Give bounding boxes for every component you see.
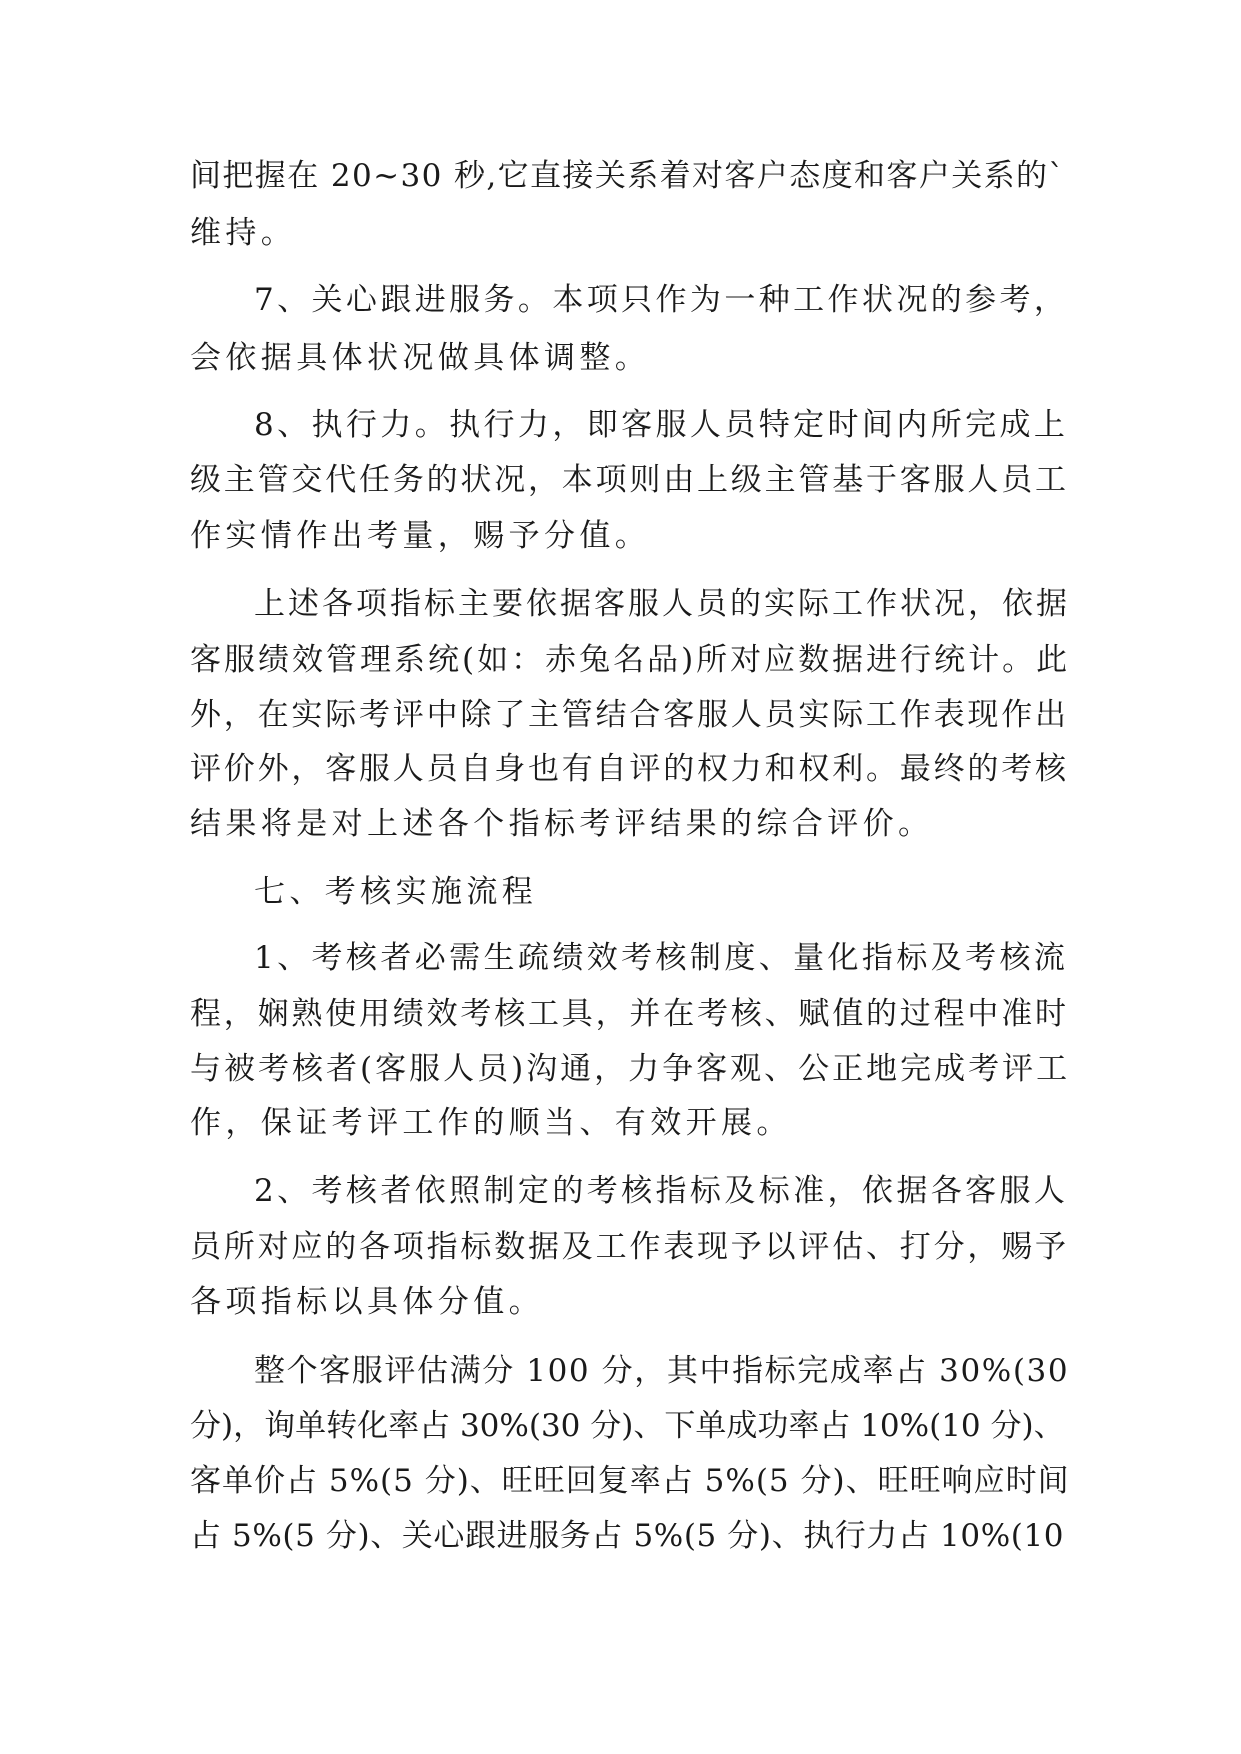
text-line: 占 5%(5 分)、关心跟进服务占 5%(5 分)、执行力占 10%(10: [190, 1518, 1065, 1554]
text-line: 客单价占 5%(5 分)、旺旺回复率占 5%(5 分)、旺旺响应时间: [190, 1463, 1070, 1499]
text-line: 整个客服评估满分 100 分，其中指标完成率占 30%(30: [254, 1353, 1070, 1389]
text-line: 作，保证考评工作的顺当、有效开展。: [190, 1105, 792, 1141]
text-line: 分)，询单转化率占 30%(30 分)、下单成功率占 10%(10 分)、: [190, 1408, 1065, 1444]
text-line: 7、关心跟进服务。本项只作为一种工作状况的参考，: [254, 282, 1069, 318]
text-line: 1、考核者必需生疏绩效考核制度、量化指标及考核流: [254, 940, 1069, 976]
text-line: 客服绩效管理系统(如：赤兔名品)所对应数据进行统计。此: [190, 642, 1071, 678]
text-line: 结果将是对上述各个指标考评结果的综合评价。: [190, 806, 934, 842]
text-line: 各项指标以具体分值。: [190, 1284, 544, 1320]
text-line: 评价外，客服人员自身也有自评的权力和权利。最终的考核: [190, 751, 1069, 787]
text-line: 会依据具体状况做具体调整。: [190, 340, 651, 376]
text-line: 与被考核者(客服人员)沟通，力争客观、公正地完成考评工: [190, 1051, 1071, 1087]
text-line: 级主管交代任务的状况，本项则由上级主管基于客服人员工: [190, 462, 1069, 498]
text-line: 外，在实际考评中除了主管结合客服人员实际工作表现作出: [190, 697, 1069, 733]
text-line: 8、执行力。执行力，即客服人员特定时间内所完成上: [254, 407, 1069, 443]
section-heading: 七、考核实施流程: [254, 874, 538, 910]
text-line: 员所对应的各项指标数据及工作表现予以评估、打分，赐予: [190, 1229, 1069, 1265]
text-line: 上述各项指标主要依据客服人员的实际工作状况，依据: [254, 586, 1070, 622]
text-line: 程，娴熟使用绩效考核工具，并在考核、赋值的过程中准时: [190, 996, 1069, 1032]
text-line: 间把握在 20~30 秒,它直接关系着对客户态度和客户关系的`: [190, 158, 1066, 194]
text-line: 作实情作出考量，赐予分值。: [190, 518, 651, 554]
text-line: 维持。: [190, 215, 297, 251]
text-line: 2、考核者依照制定的考核指标及标准，依据各客服人: [254, 1173, 1069, 1209]
